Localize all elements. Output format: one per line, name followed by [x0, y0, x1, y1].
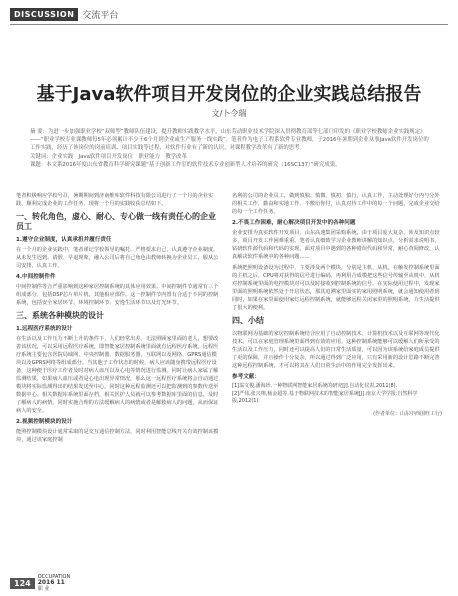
intro-paragraph: 笔者积极响应学校号召，暑期期间到济南维库软件科技有限公司进行了一个月的企业实践，顺利完成企业的工作任务，现将一个月的实践收获总结如下。: [16, 193, 214, 207]
abstract-block: [30, 128, 430, 169]
reference-item: [1]翁文俊,潘海珍.一种物联网智能家居系统的研究[J].自动化仪表,2011(8).: [232, 383, 398, 389]
paragraph-1-1: 在一个月的企业实践中，笔者谨记学校领导的嘱托，严格要求自己，认真遵守企业制度，从未发生迟到、请假、早退现象，融入公司后将自己角色由教师转换为企业员工，服从公司安排，认真工作。: [16, 247, 219, 269]
subheading-1-4: 4.中间控制件件: [16, 274, 56, 280]
paragraph-1-2: 企业安排为真实软件开发项目，山东高速集团采购系统，由于项目庞大复杂，涉及知识点较多，项目开发工作困难重重。笔者认真细致学习企业教师讲解的知识点，分析需求说明书，钻研软件源代码和代码的实现，面对项目中遇到的各种错误代码和异常，耐心查阅修改，认真解决软件系统中的各种问题……: [232, 230, 440, 260]
subheading-1-2: 2.不畏工作困难，耐心解决项目开发中的各种问题: [232, 220, 356, 226]
paragraph-4: 以物联网为基础的家居控制系统结合应用了自动控制技术、计算机技术以及互联网等现代化技术。可以在家庭管理系统里面得到有效的应用。这种控制系统能够可以缓解人们所承受的生活以及工作压力，同时还可以提高人们的日常生活质量，可以因为该系统给家庭成员提供了更的保障，并且操作十分复杂，所以通过得到广泛应用，只有采用新的设计思路不断完善这种远程控制系统，才可以将其在人们日常生活中的作用完全发挥出来。: [232, 331, 440, 369]
fund-note: 课题：本文系2016年度山东省教育科学研究课题“基于创新工作室的软件技术专业创新型人才培养的研究（16SC137）”研究成果。: [30, 161, 341, 168]
abstract-text: 摘 要：为进一步加强职业学校“双师型”教师队伍建设，提升教师实践教学水平，山东劳动职业技术学院深入贯彻教育部等七部门印发的《职业学校教师企业实践规定》——“职业学校专业课教师每5年必须累计不少于6个月到企业或生产服务一线实践”。笔者作为电子工程系软件专业教师，于2016年暑期到企业从事Java软件开发岗位的工作实践，经历了该岗位的岗前培训、项目实践等过程，对软件行业有了新的认识，对课程教学改革有了新的思考。: [30, 129, 429, 152]
right-column: [232, 192, 442, 418]
page-number: 124: [10, 578, 35, 589]
left-column: [16, 192, 220, 447]
subheading-1-1: 1.遵守企业制度，认真承担并履行责任: [16, 237, 112, 243]
article-title: 基于Java软件项目开发岗位的企业实践总结报告: [36, 84, 422, 105]
author-affiliation: (作者单位：山东中西国旺工行): [373, 410, 442, 417]
paragraph-3-1: 在生活以及工作压力不断上升的条件下，人们经常出差，无法照顾家里面的老人，想要改善该状况，可以采用远程医疗系统，即智能家居控制系统里面就有远程医疗系统。远程医疗系统主要包含医院局域网、中央控制器、数据服务器、互联网以及网络、GPRS通信模块以及GPRS网络等组成部分。当其他子工作状态的时候，病人应该随身携带远程医疗设备，这种便于医疗工作者及时对病人血压以及心电等情况进行监测。同时让病人家属了解监测结果，如果病人血压或者是心电出现异常情况，那么这一远程医疗系统将会自动通过模块将实际监测得出的结果发送至中心。同时这种远程监测还可以把监测到的参数传送至数据中心。相关数据库系统里面存档，相关医护人员就可以参考数据库里面的信息，及时了解病人的病情，同时实施合理的方法缓解病人的病情或者是解救病人的问题，从而保证病人的安全。: [16, 336, 219, 414]
subheading-3-1: 1.远程医疗系统的设计: [16, 326, 73, 332]
magazine-info: [38, 574, 71, 592]
paragraph-top: 名利的公司的企业员工，做到慎独、慎微、慎初、慎行，认真工作，主动处理好分内与分外的相关工作，勤奋和实地工作，不敷衍你付，认真对待工作中的每一个问题，完成企业交给的每一个工作任务。: [232, 193, 440, 215]
magazine-subtitle: 职 业: [37, 586, 50, 592]
page-footer: [10, 574, 70, 592]
paragraph-3-2: 能照控制模块设计通常采取的是交互通信控制方法，同时利用智能总线开关有效控制该模块，通过该家庭控制: [16, 429, 219, 443]
section-heading-3: 三、系统各种模块的设计: [16, 311, 104, 320]
section-header: [10, 8, 118, 21]
article-author: 文/卜令瑞: [211, 109, 247, 118]
paragraph-1-4: 中间控制件等合严重影响到这种家居控制系统的具体应用效果。中间控制件节通常有三个组成部分，包括DSP芯片单片机，其他相应部件。这一控制件节内置有合适于不同的控制系统，包括安全家居环节、环境控制环节、安逸生活环节以及灯光环节。: [16, 284, 219, 306]
paragraph-mid: 系统把照明设备设为过程中，主要涉及两个模块，分别是主机、从机。在触发控制系统里面的主机之后，CPU将对获得的信号进行编码，再利用合成模把这些信号传输至从机中，从机对控制系统里面的电控模块对可以及时接收到控制系统的信号，在实际使用过程中，发现家里面的照明系统依然处于开启状态，那其追溯家里面实的家用照明系统，就会通知使用者到同时，如果在家里面使用家灯远程控制系统，就能够远程关闭家里的照明系统，力生活提供了很大的便利。: [232, 265, 440, 311]
header-divider: [10, 24, 448, 25]
reference-item: [2]严伟,张兴翔,杨金超等.基于物联网技术的智能家居系统[J].南京大学学报:自然科学版,2012(1).: [232, 390, 418, 404]
section-badge: DISCUSSION: [10, 8, 78, 21]
subheading-3-2: 2.视频控制模块的设计: [16, 419, 73, 425]
section-heading-4: 四、小结: [232, 316, 264, 325]
references-title: 参考文献：: [232, 374, 260, 380]
issue: 2016 11: [37, 579, 65, 586]
section-label: 交流平台: [82, 11, 119, 21]
keywords: 关键词：企业实践 Java软件项目开发岗位 职业能力 教学改革: [30, 153, 187, 160]
magazine-name: OCCUPATION: [37, 574, 71, 580]
section-heading-1: 一、转化角色，虚心、耐心、专心做一线有责任心的企业员工: [16, 212, 216, 231]
